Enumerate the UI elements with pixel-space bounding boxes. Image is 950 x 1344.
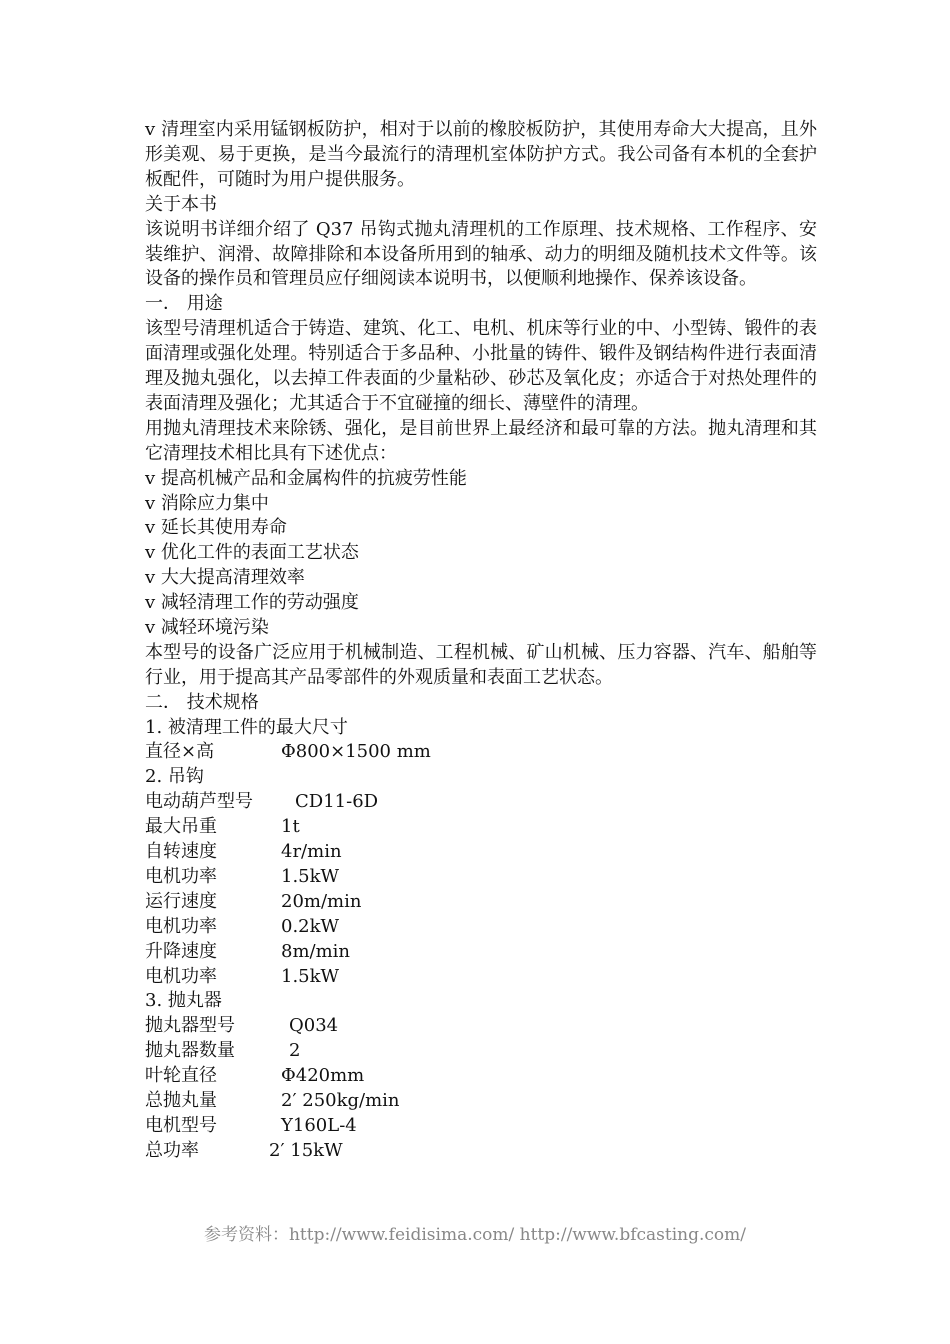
- spec-value: 8m/min: [281, 940, 351, 962]
- spec-label: 电机型号: [145, 1114, 217, 1136]
- spec-value: Q034: [289, 1015, 339, 1037]
- spec-value: 20m/min: [281, 890, 362, 912]
- spec-value: 4r/min: [281, 841, 342, 863]
- spec-label: 总功率: [145, 1139, 199, 1161]
- spec-label: 电机功率: [145, 965, 217, 987]
- spec-row: [145, 1139, 817, 1164]
- spec-value: Φ800×1500 mm: [281, 741, 431, 763]
- spec-label: 电机功率: [145, 865, 217, 887]
- spec-row: [145, 965, 817, 990]
- about-paragraph: 该说明书详细介绍了 Q37 吊钩式抛丸清理机的工作原理、技术规格、工作程序、安装维护、润滑、故障排除和本设备所用到的轴承、动力的明细及随机技术文件等。该设备的操作员和管理员应仔细阅读本说明书，以便顺利地操作、保养该设备。: [145, 218, 817, 290]
- spec-row: [145, 1089, 817, 1114]
- spec-row: [145, 865, 817, 890]
- spec-value: 1.5kW: [281, 865, 340, 887]
- spec-subtitle-workpiece: 1. 被清理工件的最大尺寸: [145, 716, 348, 738]
- spec-row: [145, 740, 817, 765]
- footer-reference: 参考资料：http://www.feidisima.com/ http://www.bfcasting.com/: [203, 1225, 747, 1245]
- spec-value: 2: [289, 1040, 301, 1062]
- advantage-item: v 减轻清理工作的劳动强度: [145, 592, 359, 614]
- advantage-item: v 延长其使用寿命: [145, 517, 287, 539]
- spec-row: [145, 940, 817, 965]
- advantage-item: v 大大提高清理效率: [145, 567, 305, 589]
- advantage-intro-paragraph: 用抛丸清理技术来除锈、强化，是目前世界上最经济和最可靠的方法。抛丸清理和其它清理技术相比具有下述优点：: [145, 417, 817, 464]
- advantage-item: v 消除应力集中: [145, 492, 269, 514]
- spec-label: 电机功率: [145, 915, 217, 937]
- spec-row: [145, 890, 817, 915]
- spec-row: [145, 1114, 817, 1139]
- spec-value: 2′ 15kW: [269, 1139, 343, 1161]
- spec-row: [145, 840, 817, 865]
- spec-label: 叶轮直径: [145, 1065, 217, 1087]
- spec-row: [145, 815, 817, 840]
- section-title-usage: 一． 用途: [145, 293, 223, 315]
- spec-label: 升降速度: [145, 940, 217, 962]
- spec-label: 电动葫芦型号: [145, 791, 253, 813]
- spec-label: 抛丸器数量: [145, 1040, 235, 1062]
- advantage-item: v 提高机械产品和金属构件的抗疲劳性能: [145, 467, 467, 489]
- spec-label: 总抛丸量: [145, 1089, 217, 1111]
- intro-paragraph: v 清理室内采用锰钢板防护，相对于以前的橡胶板防护，其使用寿命大大提高，且外形美观、易于更换，是当今最流行的清理机室体防护方式。我公司备有本机的全套护板配件，可随时为用户提供服务。: [145, 119, 817, 190]
- spec-value: 1t: [281, 816, 300, 838]
- advantage-item: v 减轻环境污染: [145, 617, 269, 638]
- spec-label: 运行速度: [145, 890, 217, 912]
- spec-row: [145, 790, 817, 815]
- spec-subtitle-blaster: 3. 抛丸器: [145, 990, 222, 1012]
- section-title-specs: 二． 技术规格: [145, 691, 259, 713]
- about-title: 关于本书: [145, 193, 217, 215]
- spec-row: [145, 1064, 817, 1089]
- document-page: [145, 118, 817, 1164]
- spec-subtitle-hook: 2. 吊钩: [145, 766, 204, 788]
- spec-row: [145, 1014, 817, 1039]
- spec-value: 2′ 250kg/min: [281, 1089, 400, 1111]
- spec-label: 抛丸器型号: [145, 1015, 235, 1037]
- usage-paragraph: 该型号清理机适合于铸造、建筑、化工、电机、机床等行业的中、小型铸、锻件的表面清理或强化处理。特别适合于多品种、小批量的铸件、锻件及钢结构件进行表面清理及抛丸强化，以去掉工件表面的少量粘砂、砂芯及氧化皮；亦适合于对热处理件的表面清理及强化；尤其适合于不宜碰撞的细长、薄壁件的清理。: [145, 318, 817, 414]
- spec-value: Φ420mm: [281, 1065, 365, 1087]
- spec-row: [145, 1039, 817, 1064]
- spec-value: 1.5kW: [281, 965, 340, 987]
- spec-value: CD11-6D: [295, 791, 379, 813]
- spec-label: 最大吊重: [145, 816, 217, 838]
- advantage-item: v 优化工件的表面工艺状态: [145, 542, 359, 564]
- spec-row: [145, 915, 817, 940]
- spec-label: 自转速度: [145, 841, 217, 863]
- application-paragraph: 本型号的设备广泛应用于机械制造、工程机械、矿山机械、压力容器、汽车、船舶等行业，用于提高其产品零部件的外观质量和表面工艺状态。: [145, 641, 817, 688]
- spec-label: 直径×高: [145, 741, 215, 763]
- spec-value: Y160L-4: [281, 1114, 357, 1136]
- spec-value: 0.2kW: [281, 915, 340, 937]
